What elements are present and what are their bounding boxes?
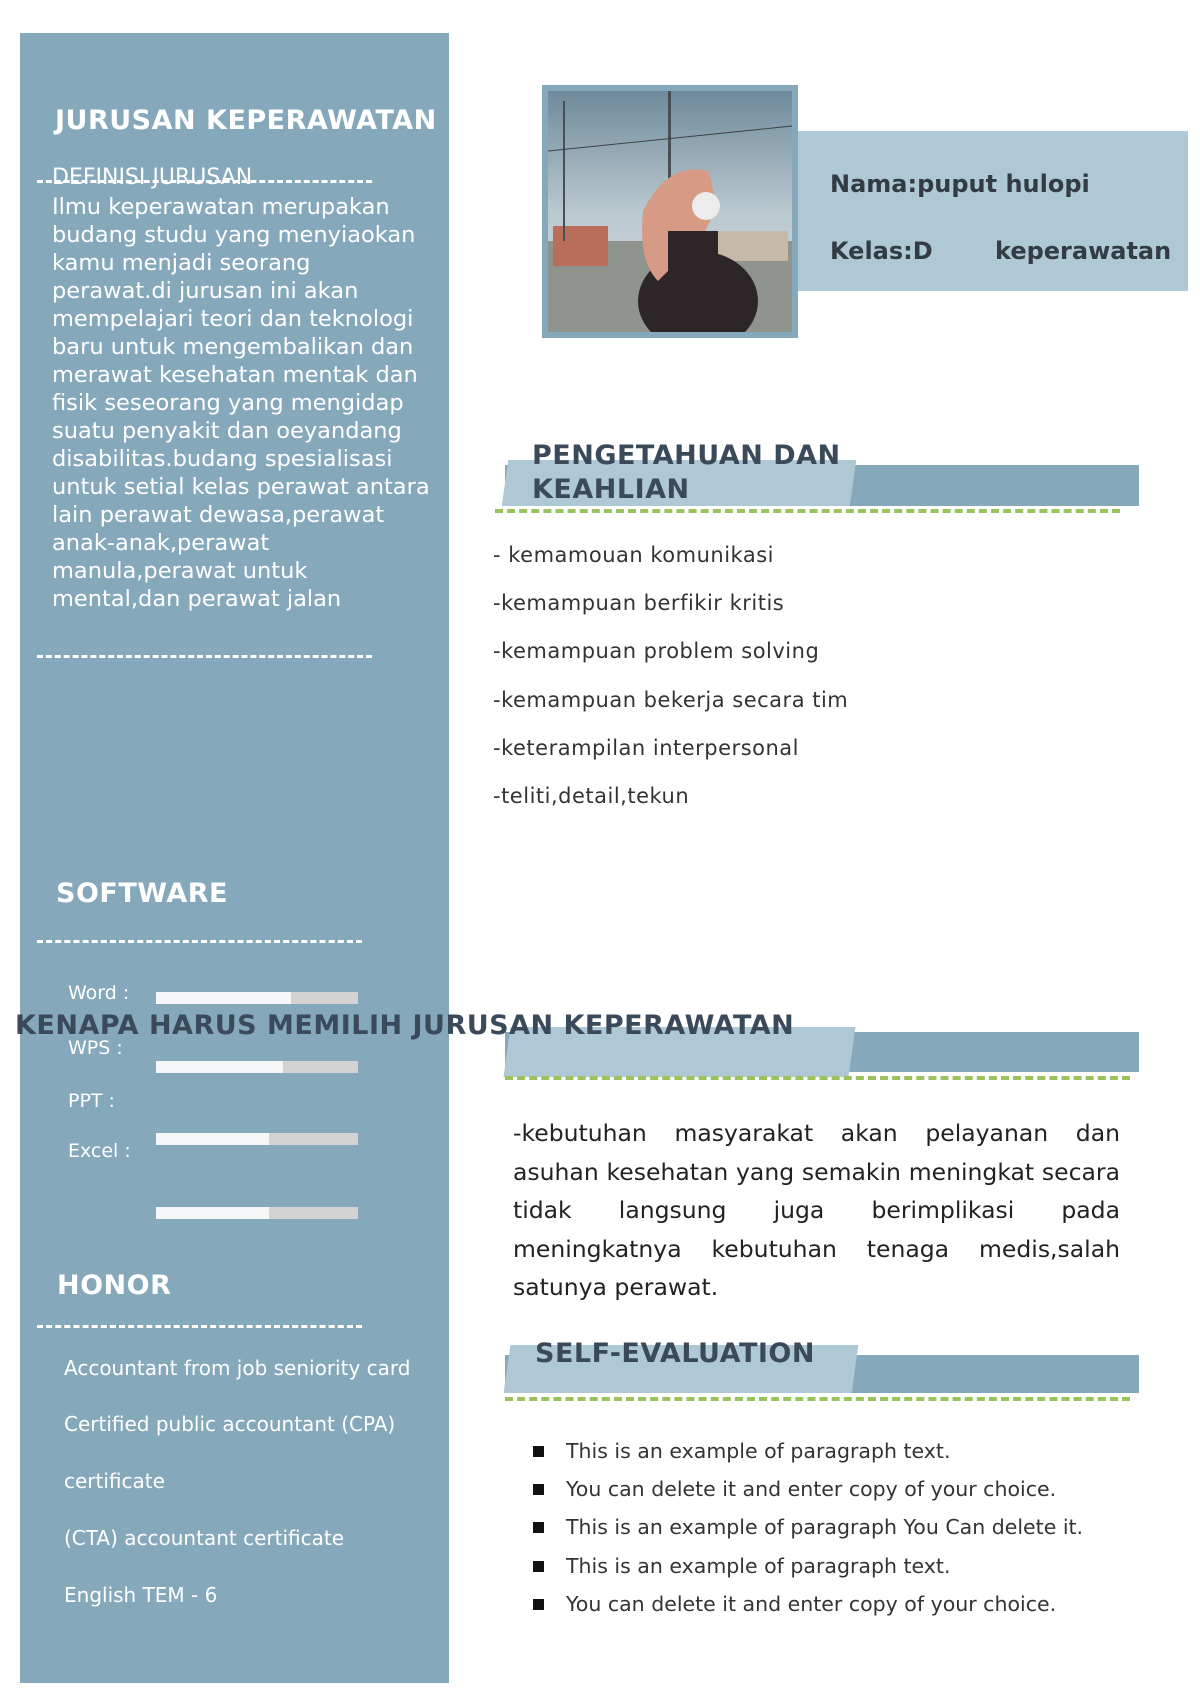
knowledge-item: -kemampuan berfikir kritis — [493, 591, 785, 615]
software-level-bar — [156, 1061, 358, 1073]
software-heading: SOFTWARE — [56, 878, 228, 909]
honor-item: English TEM - 6 — [64, 1583, 218, 1607]
profile-kelas: Kelas:D — [830, 237, 933, 265]
definisi-text: Ilmu keperawatan merupakan budang studu yang menyiaokan kamu menjadi seorang perawat.di jurusan ini akan mempelajari teori dan teknologi baru untuk mengembalikan dan merawat kesehatan mentak dan fisik seseorang yang mengidap suatu penyakit dan oeyandang disabilitas.budang spesialisasi untuk setial kelas perawat antara lain perawat dewasa,perawat anak-anak,perawat manula,perawat untuk mental,dan perawat jalan — [52, 194, 430, 612]
software-label: Excel : — [68, 1140, 131, 1162]
software-level-fill — [156, 1207, 269, 1219]
divider — [505, 1397, 1130, 1401]
divider — [495, 509, 1120, 513]
knowledge-item: -kemampuan problem solving — [493, 639, 820, 663]
software-level-bar — [156, 1207, 358, 1219]
divider — [505, 1076, 1130, 1080]
software-level-bar — [156, 992, 358, 1004]
knowledge-item: -kemampuan bekerja secara tim — [493, 688, 849, 712]
bullet-icon — [533, 1599, 544, 1610]
divider — [37, 655, 372, 658]
kenapa-text: -kebutuhan masyarakat akan pelayanan dan asuhan kesehatan yang semakin meningkat secara tidak langsung juga berimplikasi pada meningkatnya kebutuhan tenaga medis,salah satunya perawat. — [513, 1119, 1120, 1301]
kenapa-title: KENAPA HARUS MEMILIH JURUSAN KEPERAWATAN — [15, 1010, 795, 1041]
bullet-icon — [533, 1484, 544, 1495]
self-eval-item: This is an example of paragraph You Can delete it. — [566, 1515, 1084, 1539]
software-level-fill — [156, 1133, 269, 1145]
self-eval-item: This is an example of paragraph text. — [566, 1439, 951, 1463]
honor-item: Accountant from job seniority card — [64, 1356, 411, 1380]
honor-item: certificate — [64, 1469, 165, 1493]
software-label: WPS : — [68, 1037, 123, 1059]
sidebar-title: JURUSAN KEPERAWATAN — [55, 105, 437, 136]
divider — [37, 1325, 362, 1328]
bullet-icon — [533, 1522, 544, 1533]
knowledge-item: -teliti,detail,tekun — [493, 784, 690, 808]
software-label: Word : — [68, 982, 130, 1004]
profile-jurusan: keperawatan — [995, 237, 1172, 265]
bullet-icon — [533, 1446, 544, 1457]
profile-photo — [548, 91, 792, 332]
software-level-fill — [156, 1061, 283, 1073]
self-eval-item: You can delete it and enter copy of your choice. — [566, 1592, 1057, 1616]
software-label: PPT : — [68, 1090, 115, 1112]
knowledge-item: -keterampilan interpersonal — [493, 736, 799, 760]
honor-heading: HONOR — [57, 1270, 172, 1301]
profile-info-box — [798, 131, 1188, 291]
knowledge-item: - kemamouan komunikasi — [493, 543, 774, 567]
pengetahuan-title-line1: PENGETAHUAN DAN — [532, 440, 841, 471]
self-eval-item: This is an example of paragraph text. — [566, 1554, 951, 1578]
profile-name: Nama:puput hulopi — [830, 170, 1090, 198]
honor-item: (CTA) accountant certificate — [64, 1526, 344, 1550]
software-level-bar — [156, 1133, 358, 1145]
pengetahuan-title-line2: KEAHLIAN — [532, 474, 690, 505]
self-eval-title: SELF-EVALUATION — [535, 1338, 815, 1369]
software-level-fill — [156, 992, 291, 1004]
definisi-heading: DEFINISI JURUSAN — [52, 165, 253, 190]
self-eval-item: You can delete it and enter copy of your choice. — [566, 1477, 1057, 1501]
honor-item: Certified public accountant (CPA) — [64, 1412, 396, 1436]
divider — [37, 940, 362, 943]
bullet-icon — [533, 1561, 544, 1572]
